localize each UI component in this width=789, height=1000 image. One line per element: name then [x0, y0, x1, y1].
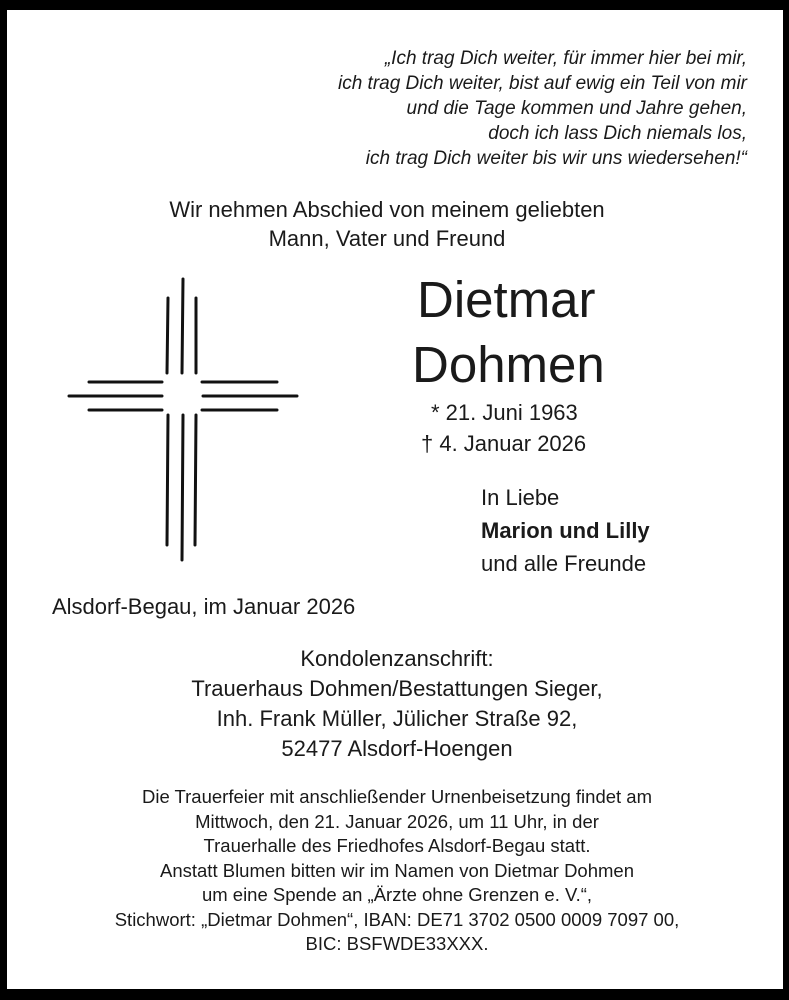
deceased-last-name: Dohmen [412, 336, 605, 393]
info-line: BIC: BSFWDE33XXX. [305, 933, 489, 954]
info-line: Anstatt Blumen bitten wir im Namen von Dietmar Dohmen [160, 859, 634, 881]
mourners-others: und alle Freunde [481, 551, 647, 576]
death-date: † 4. Januar 2026 [421, 431, 587, 456]
mourners [481, 481, 650, 580]
place-date: Alsdorf-Begau, im Januar 2026 [52, 594, 356, 619]
poem-line: doch ich lass Dich niemals los, [488, 123, 747, 144]
address-line: Inh. Frank Müller, Jülicher Straße 92, [216, 706, 578, 731]
poem-line: ich trag Dich weiter, bist auf ewig ein Teil von mir [337, 73, 747, 94]
intro-line: Wir nehmen Abschied von meinem geliebten [169, 197, 605, 222]
info-line: Trauerhalle des Friedhofes Alsdorf-Begau statt. [203, 835, 591, 856]
deceased-first-name: Dietmar [417, 271, 596, 328]
poem-line: ich trag Dich weiter bis wir uns wiedersehen!“ [365, 148, 747, 169]
address-line: Trauerhaus Dohmen/Bestattungen Sieger, [191, 676, 603, 701]
poem-line: „Ich trag Dich weiter, für immer hier bei mir, [384, 48, 747, 69]
intro-line: Mann, Vater und Freund [268, 226, 506, 251]
birth-date: * 21. Juni 1963 [431, 400, 578, 425]
info-line: um eine Spende an „Ärzte ohne Grenzen e. V.“, [201, 884, 593, 905]
info-line: Die Trauerfeier mit anschließender Urnenbeisetzung findet am [141, 786, 653, 807]
info-line: Mittwoch, den 21. Januar 2026, um 11 Uhr, in der [195, 810, 599, 832]
poem-line: und die Tage kommen und Jahre gehen, [406, 98, 747, 119]
info-line: Stichwort: „Dietmar Dohmen“, IBAN: DE71 3702 0500 0009 7097 00, [114, 908, 680, 930]
funeral-info [7, 785, 787, 957]
address-line: Kondolenzanschrift: [300, 646, 494, 671]
address-line: 52477 Alsdorf-Hoengen [281, 736, 513, 761]
mourners-intro: In Liebe [481, 485, 560, 510]
condolence-address [7, 644, 787, 764]
mourners-names: Marion und Lilly [481, 518, 650, 543]
obituary-notice [7, 10, 783, 989]
